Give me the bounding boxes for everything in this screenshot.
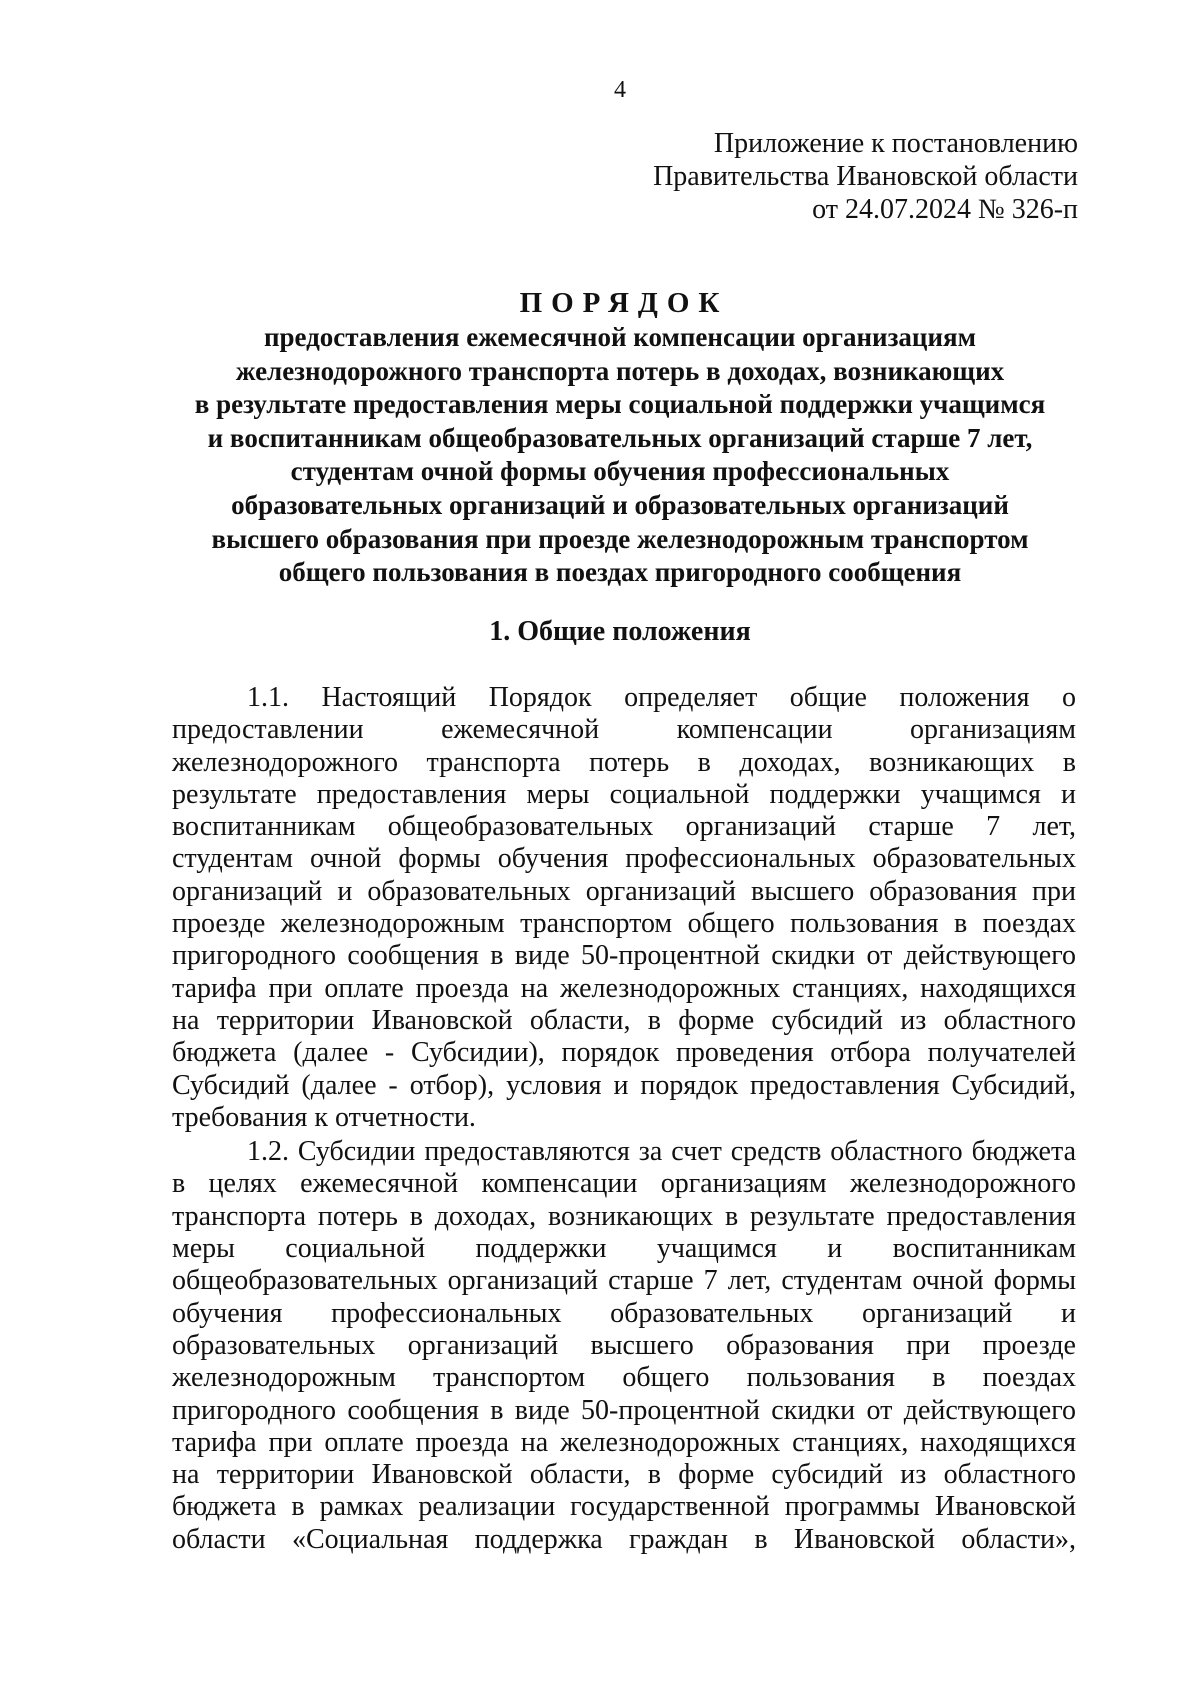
- appendix-line-1: Приложение к постановлению: [713, 128, 1078, 159]
- title-line: общего пользования в поездах пригородного сообщения: [278, 557, 962, 588]
- section-heading: 1. Общие положения: [489, 616, 751, 647]
- title-line: высшего образования при проезде железнодорожным транспортом: [211, 523, 1029, 554]
- paragraph-1-1: 1.1. Настоящий Порядок определяет общие положения о предоставлении ежемесячной компенсации организациям железнодорожного транспорта потерь в доходах, возникающих в результате предоставления меры социальной поддержки учащимся и воспитанникам общеобразовательных организаций старше 7 лет, студентам очной формы обучения профессиональных образовательных организаций и образовательных организаций высшего образования при проезде железнодорожным транспортом общего пользования в поездах пригородного сообщения в виде 50-процентной скидки от действующего тарифа при оплате проезда на железнодорожных станциях, находящихся на территории Ивановской области, в форме субсидий из областного бюджета (далее - Субсидии), порядок проведения отбора получателей Субсидий (далее - отбор), условия и порядок предоставления Субсидий, требования к отчетности.: [172, 682, 1076, 1133]
- title-line: образовательных организаций и образовательных организаций: [231, 489, 1009, 520]
- title-line: студентам очной формы обучения профессиональных: [290, 456, 950, 487]
- appendix-line-2: Правительства Ивановской области: [653, 161, 1078, 192]
- body-text: [172, 682, 1076, 1556]
- title-line: в результате предоставления меры социальной поддержки учащимся: [194, 389, 1046, 420]
- title-line: железнодорожного транспорта потерь в доходах, возникающих: [235, 355, 1005, 386]
- appendix-header: [578, 127, 1078, 226]
- title-line: и воспитанникам общеобразовательных организаций старше 7 лет,: [207, 422, 1033, 453]
- appendix-line-3: от 24.07.2024 № 326-п: [812, 194, 1078, 225]
- paragraph-1-2: 1.2. Субсидии предоставляются за счет средств областного бюджета в целях ежемесячной компенсации организациям железнодорожного транспорта потерь в доходах, возникающих в результате предоставления меры социальной поддержки учащимся и воспитанникам общеобразовательных организаций старше 7 лет, студентам очной формы обучения профессиональных образовательных организаций и образовательных организаций высшего образования при проезде железнодорожным транспортом общего пользования в поездах пригородного сообщения в виде 50-процентной скидки от действующего тарифа при оплате проезда на железнодорожных станциях, находящихся на территории Ивановской области, в форме субсидий из областного бюджета в рамках реализации государственной программы Ивановской области «Социальная поддержка граждан в Ивановской области»,: [172, 1136, 1076, 1555]
- title-main: ПОРЯДОК: [519, 287, 729, 319]
- document-title: [160, 285, 1080, 590]
- page-number: 4: [614, 77, 626, 103]
- title-line: предоставления ежемесячной компенсации организациям: [263, 322, 977, 352]
